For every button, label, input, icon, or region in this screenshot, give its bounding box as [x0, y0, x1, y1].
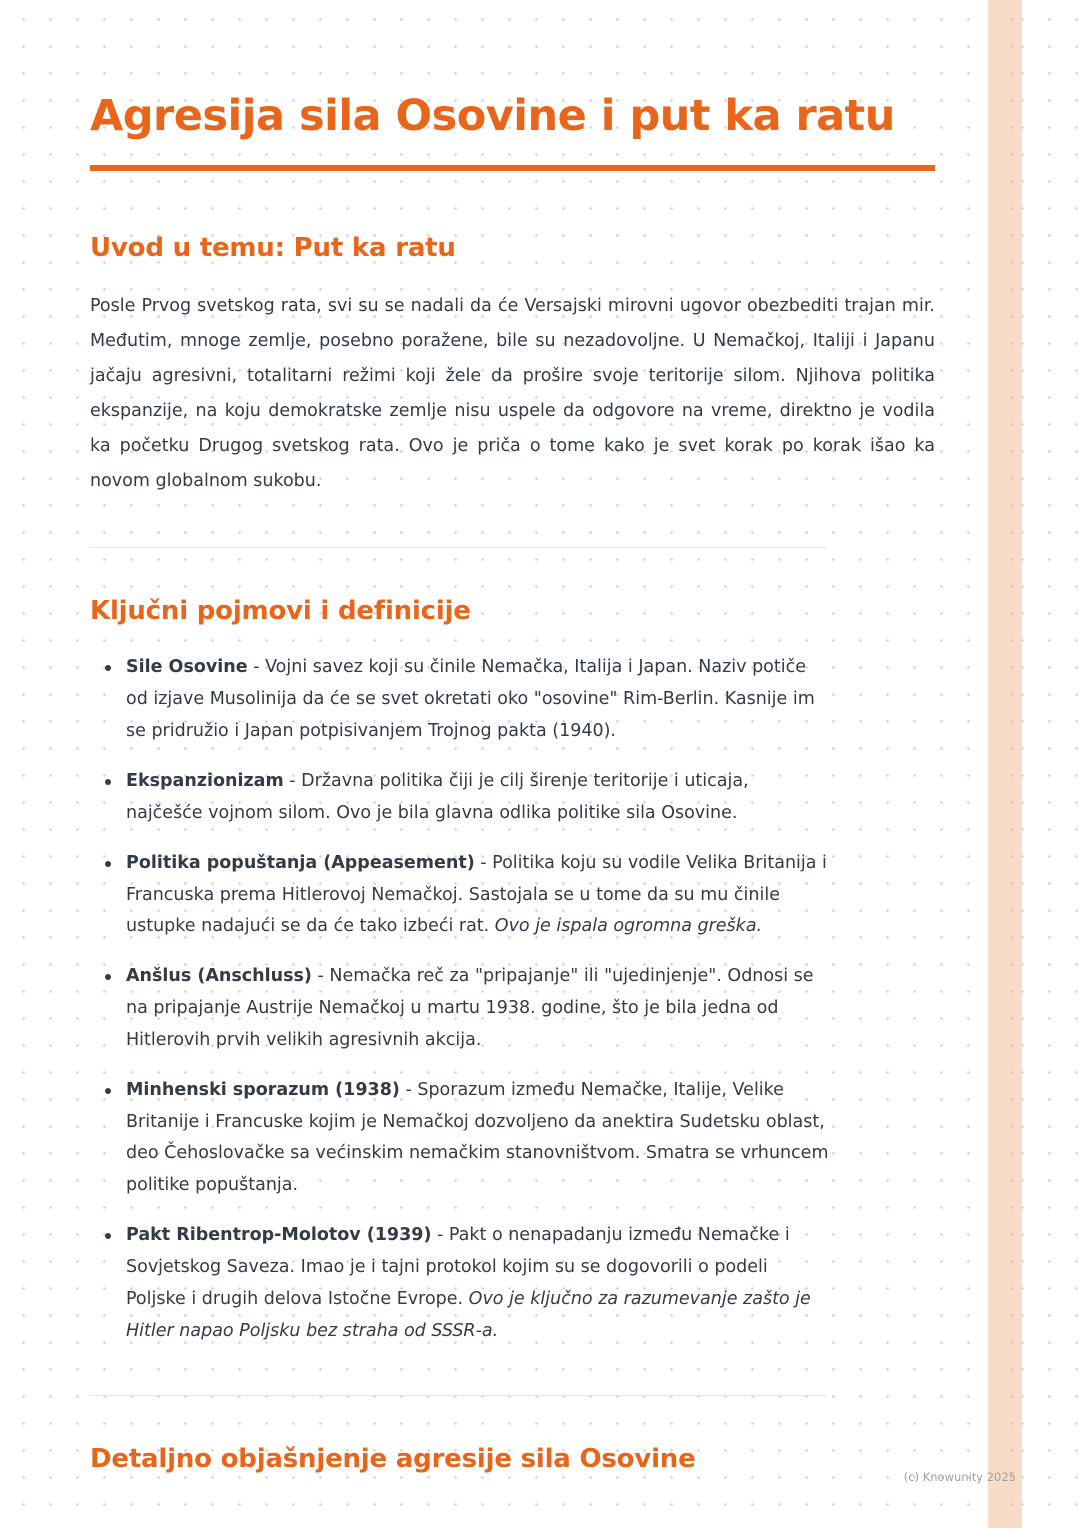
- list-item: [90, 848, 830, 944]
- section-key-terms: [90, 596, 935, 1347]
- term-label: Sile Osovine: [126, 657, 248, 678]
- list-item: [90, 1075, 830, 1202]
- term-definition: - Pakt o nenapadanju između Nemačke i Sovjetskog Saveza. Imao je i tajni protokol kojim su se dogovorili o podeli Poljske i drugih delova Istočne Evrope.: [126, 1225, 790, 1309]
- section-divider: [90, 1395, 827, 1396]
- term-note: Ovo je ključno za razumevanje zašto je Hitler napao Poljsku bez straha od SSSR-a.: [126, 1288, 811, 1341]
- right-accent-stripe: [988, 0, 1022, 1528]
- title-underline-rule: [90, 165, 935, 171]
- term-definition: - Vojni savez koji su činile Nemačka, Italija i Japan. Naziv potiče od izjave Musolinija da će se svet okretati oko "osovine" Rim-Berlin. Kasnije im se pridružio i Japan potpisivanjem Trojnog pakta (1940).: [126, 657, 815, 742]
- intro-paragraph: Posle Prvog svetskog rata, svi su se nadali da će Versajski mirovni ugovor obezbediti trajan mir. Međutim, mnoge zemlje, posebno poražene, bile su nezadovoljne. U Nemačkoj, Italiji i Japanu jačaju agresivni, totalitarni režimi koji žele da prošire svoje teritorije silom. Njihova politika ekspanzije, na koju demokratske zemlje nisu uspele da odgovore na vreme, direktno je vodila ka početku Drugog svetskog rata. Ovo je priča o tome kako je svet korak po korak išao ka novom globalnom sukobu.: [90, 296, 935, 492]
- term-definition: - Sporazum između Nemačke, Italije, Velike Britanije i Francuske kojim je Nemačkoj dozvoljeno da anektira Sudetsku oblast, deo Čehoslovačke sa većinskim nemačkim stanovništvom. Smatra se vrhuncem politike popuštanja.: [126, 1079, 829, 1196]
- intro-heading: Uvod u temu: Put ka ratu: [90, 233, 456, 264]
- section-intro: [90, 233, 935, 499]
- bullet-icon: [105, 1088, 111, 1094]
- page-title: Agresija sila Osovine i put ka ratu: [90, 91, 895, 141]
- list-item: [90, 961, 830, 1057]
- list-item: [90, 1220, 830, 1347]
- detail-heading: Detaljno objašnjenje agresije sila Osovine: [90, 1444, 696, 1475]
- section-detail: [90, 1444, 935, 1474]
- term-label: Politika popuštanja (Appeasement): [126, 852, 475, 873]
- term-note: Ovo je ispala ogromna greška.: [494, 916, 763, 937]
- bullet-icon: [105, 861, 111, 867]
- list-item: [90, 766, 830, 830]
- term-label: Ekspanzionizam: [126, 770, 284, 791]
- list-item: [90, 652, 830, 748]
- term-label: Minhenski sporazum (1938): [126, 1079, 400, 1100]
- document-content: [90, 92, 935, 1474]
- term-definition: - Politika koju su vodile Velika Britanija i Francuska prema Hitlerovoj Nemačkoj. Sastojala se u tome da su mu činile ustupke nadajući se da će tako izbeći rat.: [126, 852, 827, 937]
- key-terms-heading: Ključni pojmovi i definicije: [90, 596, 471, 627]
- key-terms-list: [90, 652, 935, 1347]
- term-label: Pakt Ribentrop-Molotov (1939): [126, 1225, 432, 1246]
- term-definition: - Nemačka reč za "pripajanje" ili "ujedinjenje". Odnosi se na pripajanje Austrije Nemačkoj u martu 1938. godine, što je bila jedna od Hitlerovih prvih velikih agresivnih akcija.: [126, 966, 814, 1050]
- bullet-icon: [105, 779, 111, 785]
- bullet-icon: [105, 974, 111, 980]
- bullet-icon: [105, 665, 111, 671]
- copyright-footer: (c) Knowunity 2025: [903, 1470, 1016, 1484]
- term-label: Anšlus (Anschluss): [126, 966, 312, 987]
- term-definition: - Državna politika čiji je cilj širenje teritorije i uticaja, najčešće vojnom silom. Ovo je bila glavna odlika politike sila Osovine.: [126, 770, 749, 823]
- section-divider: [90, 547, 827, 548]
- bullet-icon: [105, 1233, 111, 1239]
